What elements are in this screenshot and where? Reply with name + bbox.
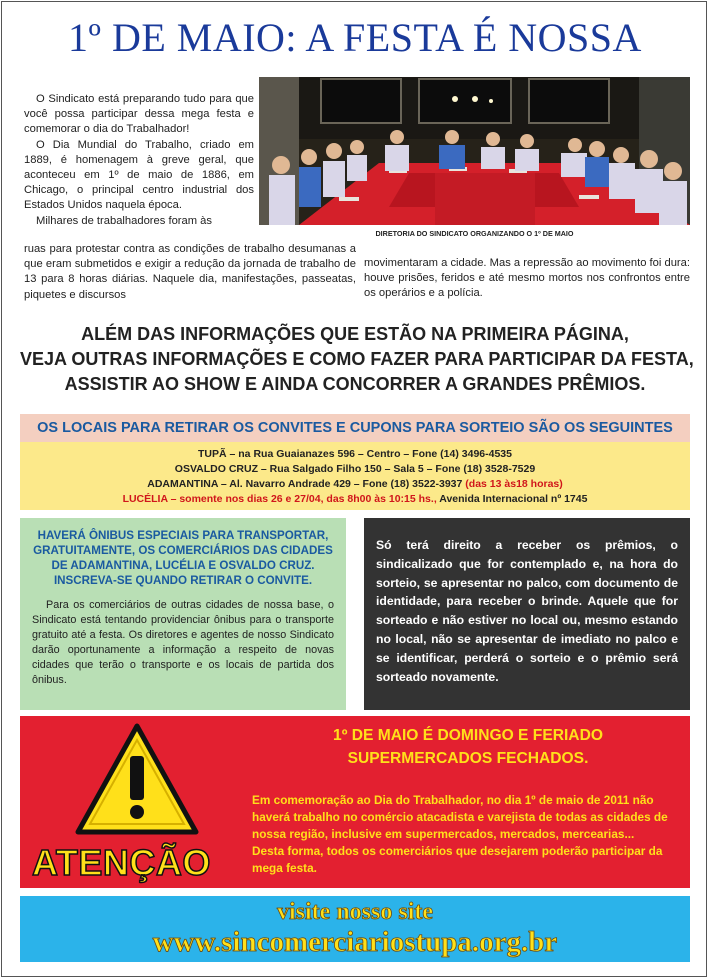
prize-rules-text: Só terá direito a receber os prêmios, o sindicalizado que for contemplado e, na hora do sorteio, se apresentar no palco, com documento de identidade, para receber o brinde. Aquele que for sorteado e não estiver no local ou, mesmo estando no local, não se apresentar de imediato no palco e se identificar, perderá o sorteio e o prêmio será sorteado novamente.	[376, 538, 678, 684]
website-banner[interactable]	[20, 896, 690, 962]
photo-caption: DIRETORIA DO SINDICATO ORGANIZANDO O 1º DE MAIO	[375, 229, 574, 238]
intro-continued-text: ruas para protestar contra as condições de trabalho desumanas a que eram submetidos e exigir a redução da jornada de trabalho de 13 para 8 horas diárias. Naquele dia, manifestações, passeatas, piquetes e discursos	[24, 243, 356, 301]
intro-paragraph: Milhares de trabalhadores foram às	[36, 214, 212, 227]
intro-right-text: movimentaram a cidade. Mas a repressão ao movimento foi dura: houve prisões, feridos e até mesmo mortos nos confrontos entre os operários e a polícia.	[364, 257, 690, 300]
intro-right-column	[364, 256, 690, 302]
attention-heading	[258, 724, 678, 770]
bus-text: Para os comerciários de outras cidades de nossa base, o Sindicato está tentando providenciar ônibus para o transporte gratuito até a festa. Os diretores e agentes de nosso Sindicato darão oportunamente a informação a respeito de novas cidades que terão o transporte e os locais de partida dos ônibus.	[32, 599, 334, 686]
location-tupa: TUPÃ – na Rua Guaianazes 596 – Centro – Fone (14) 3496-4535	[198, 448, 512, 460]
location-adamantina	[20, 477, 690, 492]
locations-heading: OS LOCAIS PARA RETIRAR OS CONVITES E CUPONS PARA SORTEIO SÃO OS SEGUINTES	[20, 414, 690, 442]
attention-heading-line: 1º DE MAIO É DOMINGO E FERIADO	[333, 727, 603, 744]
attention-text	[252, 792, 682, 877]
lucelia-address: Avenida Internacional nº 1745	[436, 493, 588, 505]
attention-paragraph: Em comemoração ao Dia do Trabalhador, no dia 1º de maio de 2011 não haverá trabalho no comércio atacadista e varejista de todas as cidades de nossa região, inclusive em supermercados, mercados, mercearias...	[252, 793, 668, 841]
adamantina-address: ADAMANTINA – Al. Navarro Andrade 429 – Fone (18) 3522-3937	[147, 478, 463, 490]
warning-triangle-icon	[72, 720, 202, 842]
pickup-locations-box	[20, 414, 690, 510]
website-url-link[interactable]: www.sincomerciariostupa.org.br	[152, 926, 558, 958]
location-osvaldo-cruz: OSVALDO CRUZ – Rua Salgado Filho 150 – Sala 5 – Fone (18) 3528-7529	[174, 463, 536, 475]
lucelia-name: LUCÉLIA –	[122, 493, 180, 505]
bus-info-box	[20, 518, 346, 710]
attention-paragraph: Desta forma, todos os comerciários que desejarem poderão participar da mega festa.	[252, 844, 663, 875]
intro-continued	[24, 242, 356, 303]
intro-paragraph: O Sindicato está preparando tudo para que você possa participar dessa mega festa e comemorar o dia do Trabalhador!	[24, 93, 254, 136]
intro-paragraph: O Dia Mundial do Trabalho, criado em 1889, é homenagem à greve geral, que aconteceu em 1º de maio de 1886, em Chicago, o principal centro industrial dos Estados Unidos naquela época.	[24, 138, 254, 212]
directors-photo	[259, 77, 690, 225]
lucelia-dates: somente nos dias 26 e 27/04, das 8h00 às 10:15 hs.,	[179, 493, 437, 505]
page-title: 1º DE MAIO: A FESTA É NOSSA	[68, 15, 642, 60]
headline-line: ASSISTIR AO SHOW E AINDA CONCORRER A GRANDES PRÊMIOS.	[64, 374, 646, 394]
website-invite: visite nosso site	[277, 899, 433, 925]
meeting-photo-illustration	[259, 77, 690, 225]
adamantina-hours: (das 13 às18 horas)	[465, 478, 563, 490]
locations-list	[20, 442, 690, 507]
attention-banner	[20, 716, 690, 888]
intro-text	[24, 92, 254, 229]
attention-word: ATENÇÃO	[32, 842, 211, 883]
location-lucelia	[20, 492, 690, 507]
attention-heading-line: SUPERMERCADOS FECHADOS.	[347, 750, 589, 767]
highlight-headline	[20, 322, 694, 397]
prize-rules-box	[364, 518, 690, 710]
headline-line: ALÉM DAS INFORMAÇÕES QUE ESTÃO NA PRIMEIRA PÁGINA,	[81, 324, 629, 344]
headline-line: VEJA OUTRAS INFORMAÇÕES E COMO FAZER PARA PARTICIPAR DA FESTA,	[20, 349, 694, 369]
bus-heading: HAVERÁ ÔNIBUS ESPECIAIS PARA TRANSPORTAR, GRATUITAMENTE, OS COMERCIÁRIOS DAS CIDADES DE ADAMANTINA, LUCÉLIA E OSVALDO CRUZ. INSCREVA-SE QUANDO RETIRAR O CONVITE.	[33, 529, 333, 587]
